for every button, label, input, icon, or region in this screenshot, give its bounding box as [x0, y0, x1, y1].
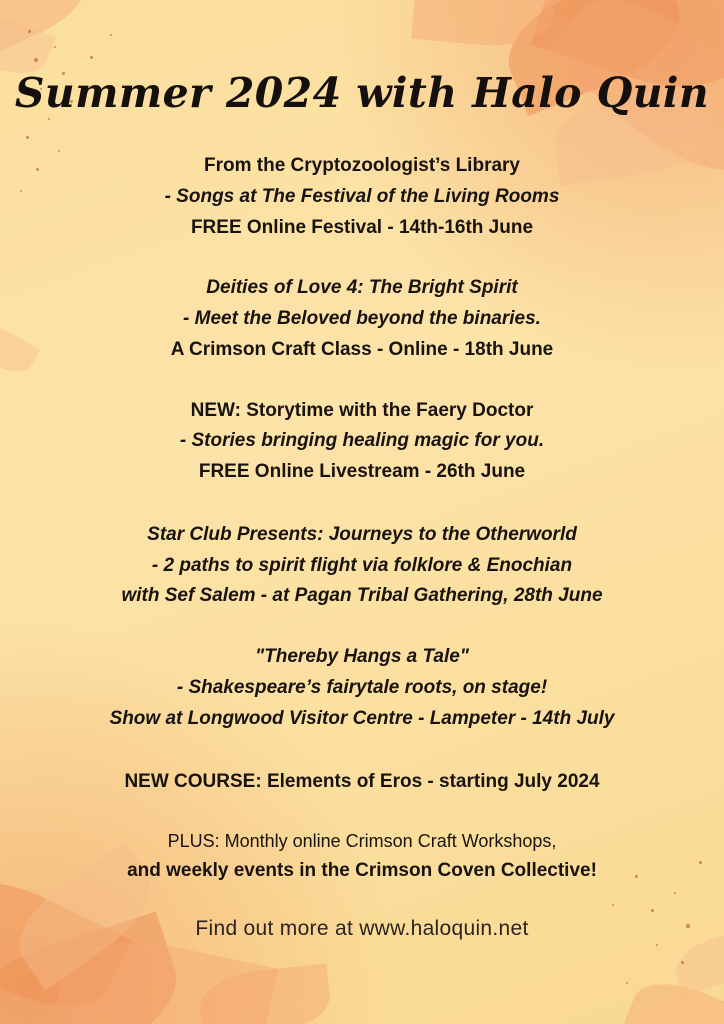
page-title: Summer 2024 with Halo Quin — [14, 69, 710, 117]
event-line: - Meet the Beloved beyond the binaries. — [183, 308, 541, 330]
event-line: - Stories bringing healing magic for you. — [179, 430, 545, 452]
event-line: A Crimson Craft Class - Online - 18th June — [170, 338, 554, 360]
event-block-6 — [0, 767, 724, 798]
event-block-3 — [0, 396, 724, 488]
event-line: NEW COURSE: Elements of Eros - starting July 2024 — [124, 770, 600, 792]
event-line: - Songs at The Festival of the Living Rooms — [164, 185, 560, 207]
event-line: "Thereby Hangs a Tale" — [255, 646, 469, 668]
event-line: Deities of Love 4: The Bright Spirit — [206, 277, 518, 299]
event-block-7 — [0, 827, 724, 887]
event-line: - Shakespeare’s fairytale roots, on stage! — [176, 677, 548, 698]
event-block-2 — [0, 273, 724, 365]
event-line: with Sef Salem - at Pagan Tribal Gathering, 28th June — [121, 585, 603, 607]
website-footer: Find out more at www.haloquin.net — [195, 917, 529, 941]
event-line: Show at Longwood Visitor Centre - Lampeter - 14th July — [109, 707, 615, 729]
event-line: FREE Online Festival - 14th-16th June — [190, 216, 534, 238]
event-block-4 — [0, 520, 724, 612]
event-line: NEW: Storytime with the Faery Doctor — [190, 399, 534, 421]
event-line: Star Club Presents: Journeys to the Otherworld — [147, 523, 577, 545]
event-block-5 — [0, 642, 724, 734]
event-line: FREE Online Livestream - 26th June — [198, 461, 526, 483]
event-line: - 2 paths to spirit flight via folklore & Enochian — [151, 554, 573, 576]
event-line: PLUS: Monthly online Crimson Craft Workshops, — [167, 831, 557, 852]
event-block-1 — [0, 151, 724, 243]
event-line: From the Cryptozoologist’s Library — [204, 155, 520, 177]
event-line: and weekly events in the Crimson Coven Collective! — [127, 860, 597, 882]
